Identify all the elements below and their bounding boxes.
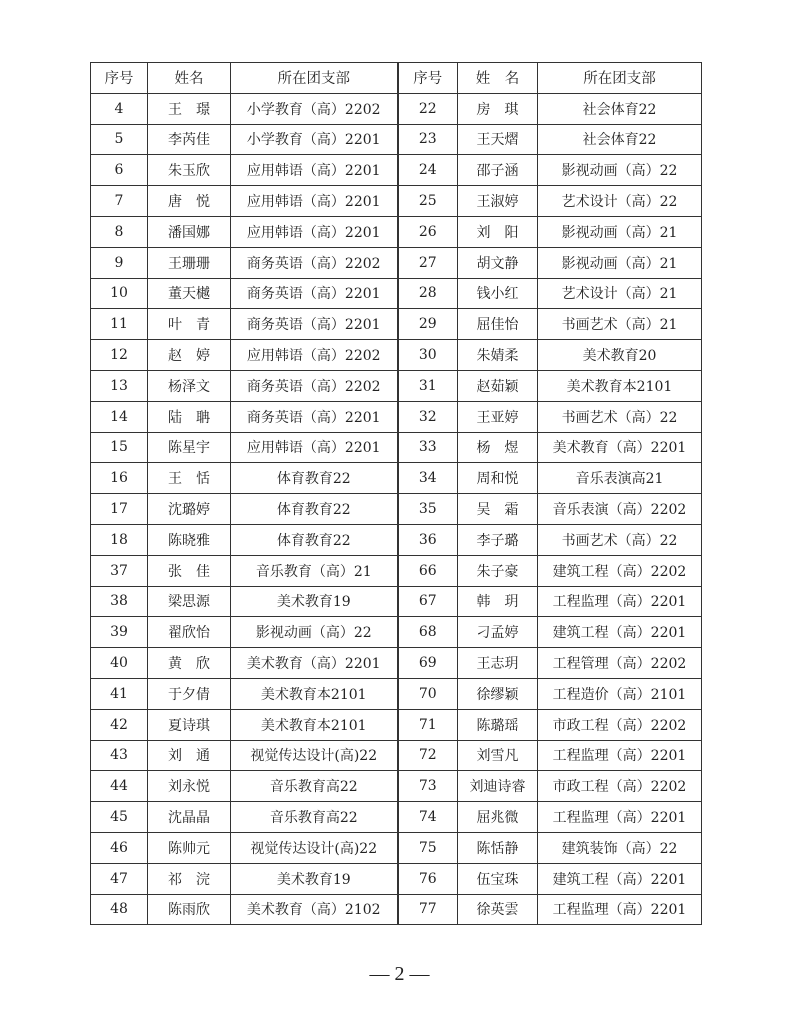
cell-index-left: 44: [91, 771, 148, 802]
table-row: [91, 309, 702, 340]
table-header-row: [91, 63, 702, 94]
cell-name-right: 陈恬静: [458, 832, 538, 863]
header-index-right: 序号: [398, 63, 458, 94]
table-row: [91, 340, 702, 371]
cell-index-right: 34: [398, 463, 458, 494]
cell-branch-right: 建筑装饰（高）22: [538, 832, 702, 863]
cell-name-right: 钱小红: [458, 278, 538, 309]
table-row: [91, 186, 702, 217]
cell-branch-right: 音乐表演（高）2202: [538, 494, 702, 525]
header-branch-right: 所在团支部: [538, 63, 702, 94]
cell-index-right: 68: [398, 617, 458, 648]
cell-name-right: 房 琪: [458, 93, 538, 124]
cell-branch-right: 工程管理（高）2202: [538, 648, 702, 679]
cell-index-left: 11: [91, 309, 148, 340]
table-row: [91, 93, 702, 124]
cell-name-left: 于夕倩: [148, 678, 231, 709]
cell-index-right: 70: [398, 678, 458, 709]
cell-branch-right: 音乐表演高21: [538, 463, 702, 494]
cell-branch-left: 美术教育19: [231, 863, 398, 894]
cell-branch-right: 工程监理（高）2201: [538, 586, 702, 617]
cell-branch-left: 应用韩语（高）2201: [231, 186, 398, 217]
cell-branch-left: 美术教育（高）2102: [231, 894, 398, 925]
cell-index-left: 13: [91, 370, 148, 401]
cell-name-left: 陈雨欣: [148, 894, 231, 925]
cell-name-right: 韩 玥: [458, 586, 538, 617]
header-name-left: 姓名: [148, 63, 231, 94]
page-number: — 2 —: [369, 963, 430, 985]
cell-branch-left: 视觉传达设计(高)22: [231, 740, 398, 771]
cell-name-left: 杨泽文: [148, 370, 231, 401]
table-row: [91, 586, 702, 617]
cell-name-right: 刘 阳: [458, 216, 538, 247]
cell-branch-left: 小学教育（高）2201: [231, 124, 398, 155]
table-row: [91, 432, 702, 463]
cell-name-right: 吴 霜: [458, 494, 538, 525]
header-name-right: 姓 名: [458, 63, 538, 94]
cell-branch-right: 工程监理（高）2201: [538, 894, 702, 925]
cell-branch-right: 美术教育20: [538, 340, 702, 371]
table-row: [91, 463, 702, 494]
cell-branch-right: 市政工程（高）2202: [538, 709, 702, 740]
roster-table: [90, 62, 702, 925]
cell-index-left: 43: [91, 740, 148, 771]
cell-index-left: 42: [91, 709, 148, 740]
cell-name-left: 朱玉欣: [148, 155, 231, 186]
cell-branch-left: 应用韩语（高）2202: [231, 340, 398, 371]
cell-index-left: 6: [91, 155, 148, 186]
cell-branch-left: 商务英语（高）2201: [231, 309, 398, 340]
cell-branch-right: 工程监理（高）2201: [538, 740, 702, 771]
table-row: [91, 370, 702, 401]
cell-index-right: 33: [398, 432, 458, 463]
cell-index-left: 38: [91, 586, 148, 617]
cell-branch-right: 社会体育22: [538, 93, 702, 124]
cell-name-right: 赵茹颖: [458, 370, 538, 401]
cell-index-left: 47: [91, 863, 148, 894]
cell-name-left: 叶 青: [148, 309, 231, 340]
table-row: [91, 155, 702, 186]
cell-index-left: 18: [91, 524, 148, 555]
table-row: [91, 709, 702, 740]
cell-branch-right: 美术教育本2101: [538, 370, 702, 401]
cell-branch-right: 建筑工程（高）2201: [538, 863, 702, 894]
cell-index-left: 12: [91, 340, 148, 371]
cell-branch-right: 建筑工程（高）2201: [538, 617, 702, 648]
cell-name-left: 刘 通: [148, 740, 231, 771]
cell-index-right: 24: [398, 155, 458, 186]
cell-name-right: 李子璐: [458, 524, 538, 555]
table-row: [91, 740, 702, 771]
cell-branch-left: 商务英语（高）2201: [231, 401, 398, 432]
header-index-left: 序号: [91, 63, 148, 94]
cell-index-left: 9: [91, 247, 148, 278]
cell-index-left: 41: [91, 678, 148, 709]
table-row: [91, 771, 702, 802]
cell-index-right: 69: [398, 648, 458, 679]
cell-index-right: 36: [398, 524, 458, 555]
cell-name-left: 夏诗琪: [148, 709, 231, 740]
cell-branch-left: 商务英语（高）2202: [231, 370, 398, 401]
cell-index-left: 10: [91, 278, 148, 309]
cell-branch-left: 美术教育19: [231, 586, 398, 617]
cell-index-left: 5: [91, 124, 148, 155]
cell-index-right: 32: [398, 401, 458, 432]
cell-name-left: 王 恬: [148, 463, 231, 494]
table-row: [91, 648, 702, 679]
table-row: [91, 832, 702, 863]
cell-index-right: 35: [398, 494, 458, 525]
cell-branch-right: 工程造价（高）2101: [538, 678, 702, 709]
cell-name-left: 陈晓雅: [148, 524, 231, 555]
cell-branch-right: 影视动画（高）21: [538, 216, 702, 247]
cell-name-left: 王珊珊: [148, 247, 231, 278]
cell-index-right: 71: [398, 709, 458, 740]
cell-branch-right: 影视动画（高）22: [538, 155, 702, 186]
cell-branch-left: 商务英语（高）2202: [231, 247, 398, 278]
cell-branch-right: 艺术设计（高）21: [538, 278, 702, 309]
table-row: [91, 894, 702, 925]
cell-name-right: 刘迪诗睿: [458, 771, 538, 802]
cell-branch-left: 美术教育本2101: [231, 678, 398, 709]
cell-name-right: 伍宝珠: [458, 863, 538, 894]
cell-name-left: 祁 浣: [148, 863, 231, 894]
cell-name-left: 张 佳: [148, 555, 231, 586]
cell-branch-right: 书画艺术（高）22: [538, 524, 702, 555]
cell-index-right: 67: [398, 586, 458, 617]
cell-index-right: 72: [398, 740, 458, 771]
cell-index-right: 28: [398, 278, 458, 309]
cell-index-left: 40: [91, 648, 148, 679]
cell-index-right: 27: [398, 247, 458, 278]
cell-branch-right: 工程监理（高）2201: [538, 802, 702, 833]
cell-index-right: 74: [398, 802, 458, 833]
cell-name-right: 徐英雲: [458, 894, 538, 925]
table-row: [91, 247, 702, 278]
cell-name-left: 潘国娜: [148, 216, 231, 247]
cell-branch-left: 小学教育（高）2202: [231, 93, 398, 124]
cell-branch-left: 视觉传达设计(高)22: [231, 832, 398, 863]
cell-branch-right: 市政工程（高）2202: [538, 771, 702, 802]
cell-index-left: 46: [91, 832, 148, 863]
cell-name-right: 胡文静: [458, 247, 538, 278]
cell-name-right: 屈兆微: [458, 802, 538, 833]
header-branch-left: 所在团支部: [231, 63, 398, 94]
cell-index-right: 26: [398, 216, 458, 247]
cell-branch-right: 书画艺术（高）22: [538, 401, 702, 432]
cell-index-right: 66: [398, 555, 458, 586]
table-row: [91, 124, 702, 155]
cell-index-right: 30: [398, 340, 458, 371]
cell-name-left: 陈帅元: [148, 832, 231, 863]
cell-index-right: 22: [398, 93, 458, 124]
cell-index-left: 14: [91, 401, 148, 432]
cell-name-right: 周和悦: [458, 463, 538, 494]
cell-name-right: 朱婧柔: [458, 340, 538, 371]
cell-index-right: 75: [398, 832, 458, 863]
cell-branch-left: 音乐教育高22: [231, 771, 398, 802]
cell-index-left: 16: [91, 463, 148, 494]
table-row: [91, 494, 702, 525]
cell-name-right: 王亚婷: [458, 401, 538, 432]
cell-name-left: 陈星宇: [148, 432, 231, 463]
table-row: [91, 216, 702, 247]
cell-index-right: 23: [398, 124, 458, 155]
cell-name-left: 赵 婷: [148, 340, 231, 371]
table-row: [91, 555, 702, 586]
cell-name-right: 杨 煜: [458, 432, 538, 463]
cell-branch-right: 社会体育22: [538, 124, 702, 155]
cell-name-left: 沈晶晶: [148, 802, 231, 833]
table-row: [91, 863, 702, 894]
cell-branch-right: 影视动画（高）21: [538, 247, 702, 278]
cell-name-left: 刘永悦: [148, 771, 231, 802]
table-row: [91, 617, 702, 648]
cell-index-right: 29: [398, 309, 458, 340]
cell-index-right: 77: [398, 894, 458, 925]
cell-name-left: 黄 欣: [148, 648, 231, 679]
cell-name-left: 唐 悦: [148, 186, 231, 217]
cell-index-left: 7: [91, 186, 148, 217]
cell-branch-right: 书画艺术（高）21: [538, 309, 702, 340]
cell-name-right: 朱子豪: [458, 555, 538, 586]
table-row: [91, 802, 702, 833]
cell-index-left: 48: [91, 894, 148, 925]
cell-branch-left: 体育教育22: [231, 524, 398, 555]
table-row: [91, 278, 702, 309]
table-row: [91, 401, 702, 432]
cell-name-right: 屈佳怡: [458, 309, 538, 340]
cell-name-left: 梁思源: [148, 586, 231, 617]
cell-name-right: 王淑婷: [458, 186, 538, 217]
cell-branch-right: 建筑工程（高）2202: [538, 555, 702, 586]
cell-index-left: 39: [91, 617, 148, 648]
cell-branch-left: 商务英语（高）2201: [231, 278, 398, 309]
cell-branch-left: 体育教育22: [231, 494, 398, 525]
cell-branch-left: 应用韩语（高）2201: [231, 432, 398, 463]
cell-name-right: 王志玥: [458, 648, 538, 679]
cell-branch-left: 应用韩语（高）2201: [231, 216, 398, 247]
cell-index-left: 37: [91, 555, 148, 586]
table-row: [91, 524, 702, 555]
cell-name-left: 李芮佳: [148, 124, 231, 155]
cell-index-left: 4: [91, 93, 148, 124]
cell-branch-left: 体育教育22: [231, 463, 398, 494]
cell-index-left: 45: [91, 802, 148, 833]
table-body: [91, 93, 702, 925]
cell-index-right: 73: [398, 771, 458, 802]
cell-branch-right: 艺术设计（高）22: [538, 186, 702, 217]
table-row: [91, 678, 702, 709]
cell-name-right: 王天熠: [458, 124, 538, 155]
cell-name-left: 翟欣怡: [148, 617, 231, 648]
cell-name-right: 刘雪凡: [458, 740, 538, 771]
cell-index-left: 17: [91, 494, 148, 525]
cell-name-right: 陈璐瑶: [458, 709, 538, 740]
cell-name-left: 董天樾: [148, 278, 231, 309]
cell-branch-left: 应用韩语（高）2201: [231, 155, 398, 186]
cell-name-left: 陆 聃: [148, 401, 231, 432]
cell-index-left: 8: [91, 216, 148, 247]
cell-name-left: 沈璐婷: [148, 494, 231, 525]
cell-index-right: 25: [398, 186, 458, 217]
cell-branch-left: 影视动画（高）22: [231, 617, 398, 648]
cell-branch-left: 美术教育（高）2201: [231, 648, 398, 679]
cell-branch-left: 音乐教育（高）21: [231, 555, 398, 586]
cell-index-left: 15: [91, 432, 148, 463]
cell-index-right: 31: [398, 370, 458, 401]
cell-name-right: 徐缪颖: [458, 678, 538, 709]
cell-branch-left: 美术教育本2101: [231, 709, 398, 740]
cell-branch-right: 美术教育（高）2201: [538, 432, 702, 463]
cell-name-right: 邵子涵: [458, 155, 538, 186]
cell-name-left: 王 璟: [148, 93, 231, 124]
cell-branch-left: 音乐教育高22: [231, 802, 398, 833]
cell-index-right: 76: [398, 863, 458, 894]
cell-name-right: 刁孟婷: [458, 617, 538, 648]
